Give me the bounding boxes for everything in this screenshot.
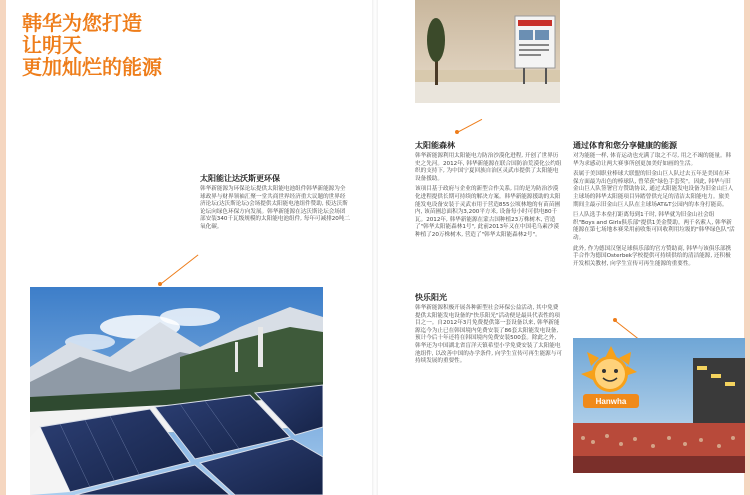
forest-paragraph-1: 韩华新能源利用太阳能电力防治沙漠化进程, 开创了世界历史之先河。2012年, 韩华新能源在联合国防治荒漠化公约组织的支持下, 为中国宁夏回族自治区灵武市提供了太阳能电设备援助。 [415,153,562,182]
hanwha-logo-text: Hanwha [595,397,627,406]
headline-line-3: 更加灿烂的能源 [22,55,162,79]
davos-solar-photo [30,287,323,495]
sports-paragraph-1: 对为能能一样, 体育运动也充满了取之不尽, 用之不竭的能量。韩华为求感动让两大赛事所创更加美好如画的生活。 [573,153,732,167]
sports-connector-dot [613,318,617,322]
sports-title: 通过体育和您分享健康的能源 [573,141,677,150]
sports-paragraph-4: 此外, 作为德国汉堡足球俱乐部的官方赞助商, 韩华与该俱乐部携手合作为德国Osterbek学校提供可持续供给的清洁能源, 还积极开发相关教材, 向学生宣传可再生能源的重要性。 [573,245,732,267]
forest-body [415,153,563,243]
sports-paragraph-3: 巨人队选手本垒打距离每到1千时, 韩华就为旧金山社会组织"Boys and Girls俱乐部"提供1美金赞助。两千名萦人, 韩华新能源在第七场地本赛采用前收集可回收利用垃圾的"韩华绿色队"活动。 [573,212,735,241]
stadium-illustration [573,338,745,473]
happy-sunshine-title: 快乐阳光 [415,293,447,302]
headline-line-2: 让明天 [22,33,82,57]
davos-connector-dot [158,282,162,286]
davos-connector-line [160,254,198,284]
stadium-photo [573,338,745,473]
forest-paragraph-2: 该项目基于政府与企业的新型合作关系, 目的是为防治沙漠化进程提供长期可持续的解决方案。韩华新能源援助的太阳能发电设备安装于灵武市用于营造855公顷林地的有苗苗圃内, 该苗圃总面积为3,200平方米, 设备每小时可供电80千瓦。2012年, 韩华新能源在蒙古国种植23万株树木, 营造了"韩华太阳能森林1号", 此前2013年又在中国毛乌素沙漠种植了20万株树木, 营造了"韩华太阳能森林2号"。 [415,186,561,238]
davos-solar-illustration [30,287,323,495]
davos-body: 韩华新能源为环保论坛提供太阳能电池组件韩华新能源为全球政界与财界领袖汇聚一堂共商世界经济重大议题的世界经济论坛(达沃斯论坛)会场提供太阳能电池组件赞助, 使达沃斯论坛向绿色环保方向发展。韩华新能源在达沃斯论坛会场团部安装340千瓦级规模的太阳能电池组件, 每年可减排20吨二氧化碳。 [200,186,351,230]
forest-photo [415,0,560,103]
sports-body [573,153,735,271]
davos-title: 太阳能让达沃斯更环保 [200,174,280,183]
forest-connector-dot [455,130,459,134]
forest-connector-line [457,119,482,133]
page-headline [22,12,242,78]
happy-sunshine-body: 韩华新能源积极开展各种新型社会环保公益活动, 其中免费提供太阳能发电设备的"快乐阳光"活动便是最具代表性的项目之一。自2012年3月免费提供第一套设备以来, 韩华新能源迄今为止已在韩国境内免费安装了86套太阳能发电设备, 预计今后十年还将在韩国境内免费安装500套。除此之外, 韩华还为中国湖北省盲洋天镇希望小学免费安装了太阳能电池组件, 以改善中国的办学条件, 向学生宣传可再生能源与可持续发展的重要性。 [415,305,562,365]
forest-title: 太阳能森林 [415,141,455,150]
headline-line-1: 韩华为您打造 [22,11,142,35]
right-page [375,0,750,495]
sports-paragraph-2: 表属于美国职业棒球大联盟的旧金山巨人队过去五年是美国在环保方面最为出色的棒球队, 曾荣获"绿色手套奖"。因此, 韩华与旧金山巨人队签署官方赞助协议, 通过太阳能发电设备为旧金山巨人主球场的韩华太阳能项目异踏曾供充足的清洁太阳能电力。旅美期间主最示旧金山巨人队在主球场AT&T公园内的本身打能高。 [573,171,734,208]
forest-illustration [415,0,560,103]
left-edge-stripe [0,0,6,495]
spread-gutter [372,0,378,495]
